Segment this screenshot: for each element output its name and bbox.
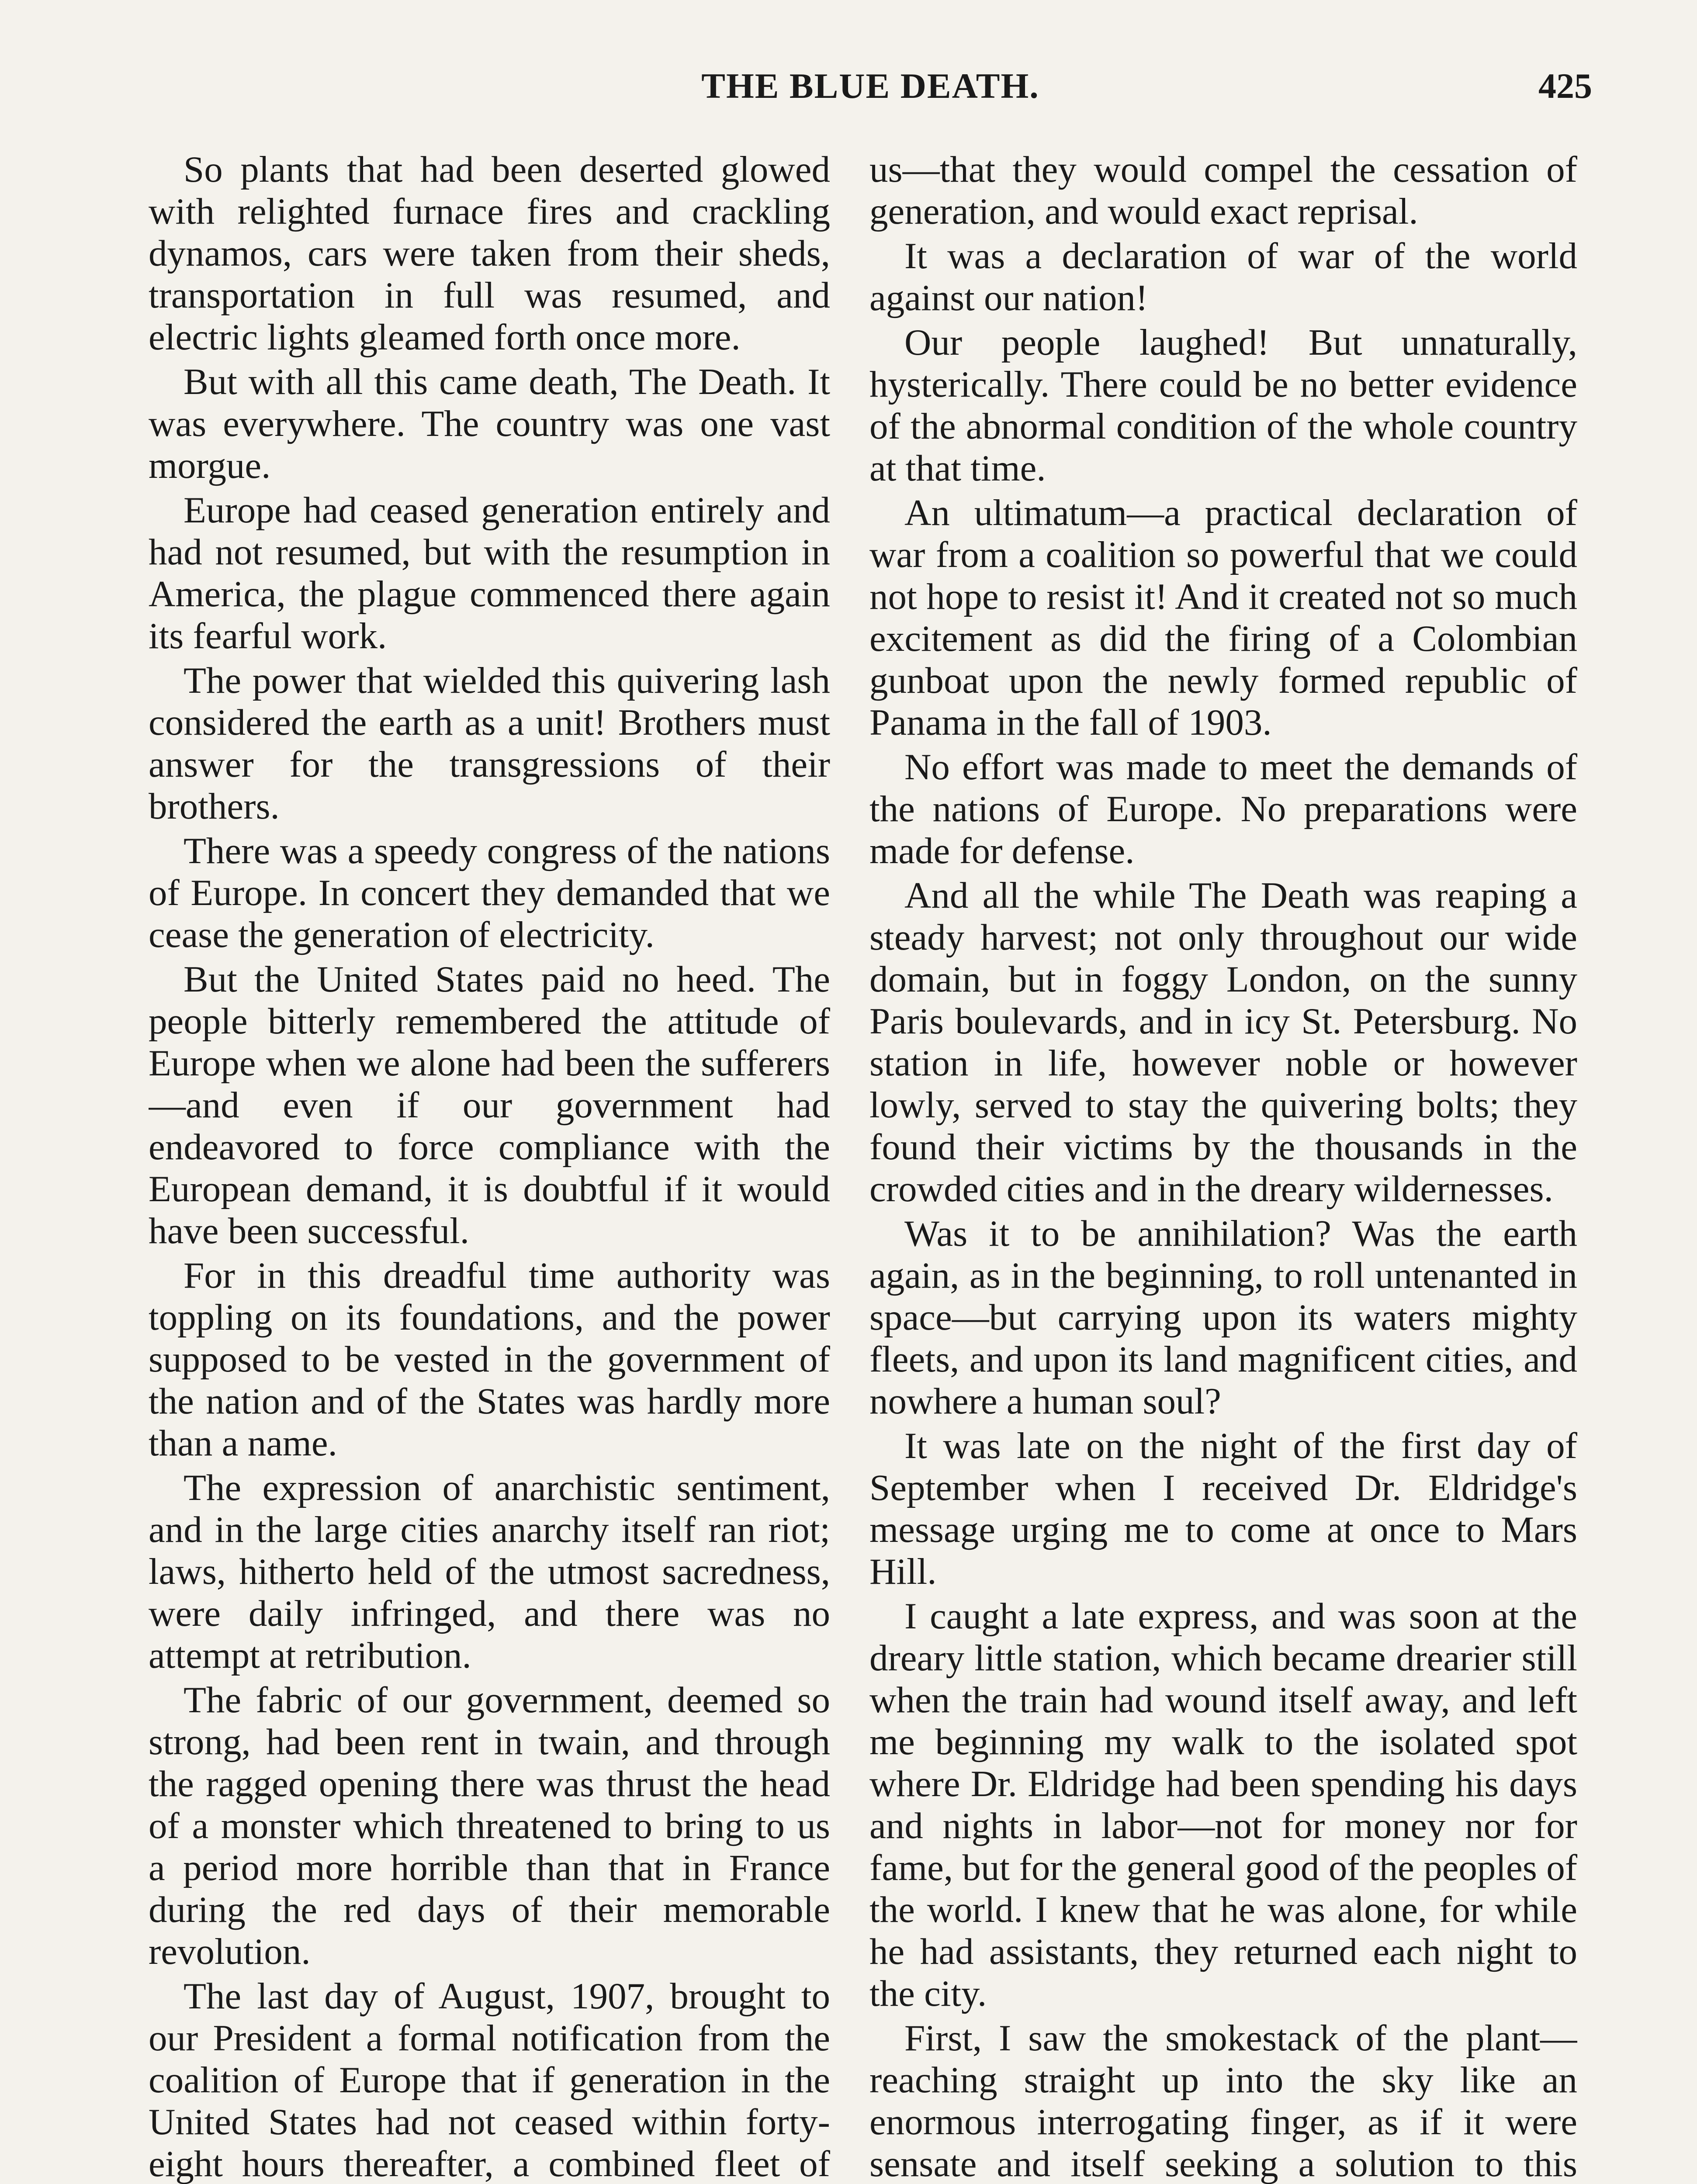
paragraph: And all the while The Death was reaping a steady harvest; not only throughout our wide domain, but in foggy London, on the sunny Paris boulevards, and in icy St. Petersburg. No station in life, however noble or however lowly, served to stay the quivering bolts; they found their victims by the thousands in the crowded cities and in the dreary wildernesses. bbox=[869, 875, 1577, 1209]
paragraph: So plants that had been deserted glowed with relighted furnace fires and crackling dynamos, cars were taken from their sheds, transportation in full was resumed, and electric lights gleamed forth once more. bbox=[149, 149, 830, 358]
paragraph: The last day of August, 1907, brought to our President a formal notification from the coalition of Europe that if generation in the United States had not ceased within forty-eight hours thereafter, a combined fleet of bbox=[149, 1976, 830, 2184]
paragraph: Our people laughed! But unnaturally, hysterically. There could be no better evidence of the abnormal condition of the whole country at that time. bbox=[869, 322, 1577, 489]
page-header bbox=[149, 66, 1592, 122]
paragraph: First, I saw the smokestack of the plant—reaching straight up into the sky like an enormous interrogating finger, as if it were sensate and itself seeking a solution to this bbox=[869, 2018, 1577, 2184]
paragraph: An ultimatum—a practical declaration of war from a coalition so powerful that we could not hope to resist it! And it created not so much excitement as did the firing of a Colombian gunboat upon the newly formed republic of Panama in the fall of 1903. bbox=[869, 492, 1577, 743]
continued-paragraph: us—that they would compel the cessation of generation, and would exact reprisal. bbox=[869, 149, 1577, 232]
right-column bbox=[869, 149, 1577, 2184]
running-title: THE BLUE DEATH. bbox=[701, 66, 1039, 106]
paragraph: But the United States paid no heed. The people bitterly remembered the attitude of Europe when we alone had been the sufferers—and even if our government had endeavored to force compliance with the European demand, it is doubtful if it would have been successful. bbox=[149, 959, 830, 1251]
paragraph: The power that wielded this quivering lash considered the earth as a unit! Brothers must answer for the transgressions of their brothers. bbox=[149, 660, 830, 827]
paragraph: No effort was made to meet the demands of the nations of Europe. No preparations were made for defense. bbox=[869, 746, 1577, 871]
paragraph: But with all this came death, The Death. It was everywhere. The country was one vast morgue. bbox=[149, 361, 830, 486]
paragraph: It was late on the night of the first day of September when I received Dr. Eldridge's message urging me to come at once to Mars Hill. bbox=[869, 1425, 1577, 1592]
paragraph: Europe had ceased generation entirely and had not resumed, but with the resumption in America, the plague commenced there again its fearful work. bbox=[149, 490, 830, 657]
paragraph: I caught a late express, and was soon at the dreary little station, which became drearier still when the train had wound itself away, and left me beginning my walk to the isolated spot where Dr. Eldridge had been spending his days and nights in labor—not for money nor for fame, but for the general good of the peoples of the world. I knew that he was alone, for while he had assistants, they returned each night to the city. bbox=[869, 1596, 1577, 2014]
page-number: 425 bbox=[1538, 66, 1592, 106]
paragraph: There was a speedy congress of the nations of Europe. In concert they demanded that we cease the generation of electricity. bbox=[149, 830, 830, 955]
paragraph: It was a declaration of war of the world against our nation! bbox=[869, 235, 1577, 318]
paragraph: The expression of anarchistic sentiment, and in the large cities anarchy itself ran riot; laws, hitherto held of the utmost sacredness, were daily infringed, and there was no attempt at retribution. bbox=[149, 1467, 830, 1676]
paragraph: The fabric of our government, deemed so strong, had been rent in twain, and through the ragged opening there was thrust the head of a monster which threatened to bring to us a period more horrible than that in France during the red days of their memorable revolution. bbox=[149, 1679, 830, 1972]
left-column bbox=[149, 149, 830, 2184]
paragraph: For in this dreadful time authority was toppling on its foundations, and the power supposed to be vested in the government of the nation and of the States was hardly more than a name. bbox=[149, 1255, 830, 1464]
paragraph: Was it to be annihilation? Was the earth again, as in the beginning, to roll untenanted in space—but carrying upon its waters mighty fleets, and upon its land magnificent cities, and nowhere a human soul? bbox=[869, 1213, 1577, 1422]
